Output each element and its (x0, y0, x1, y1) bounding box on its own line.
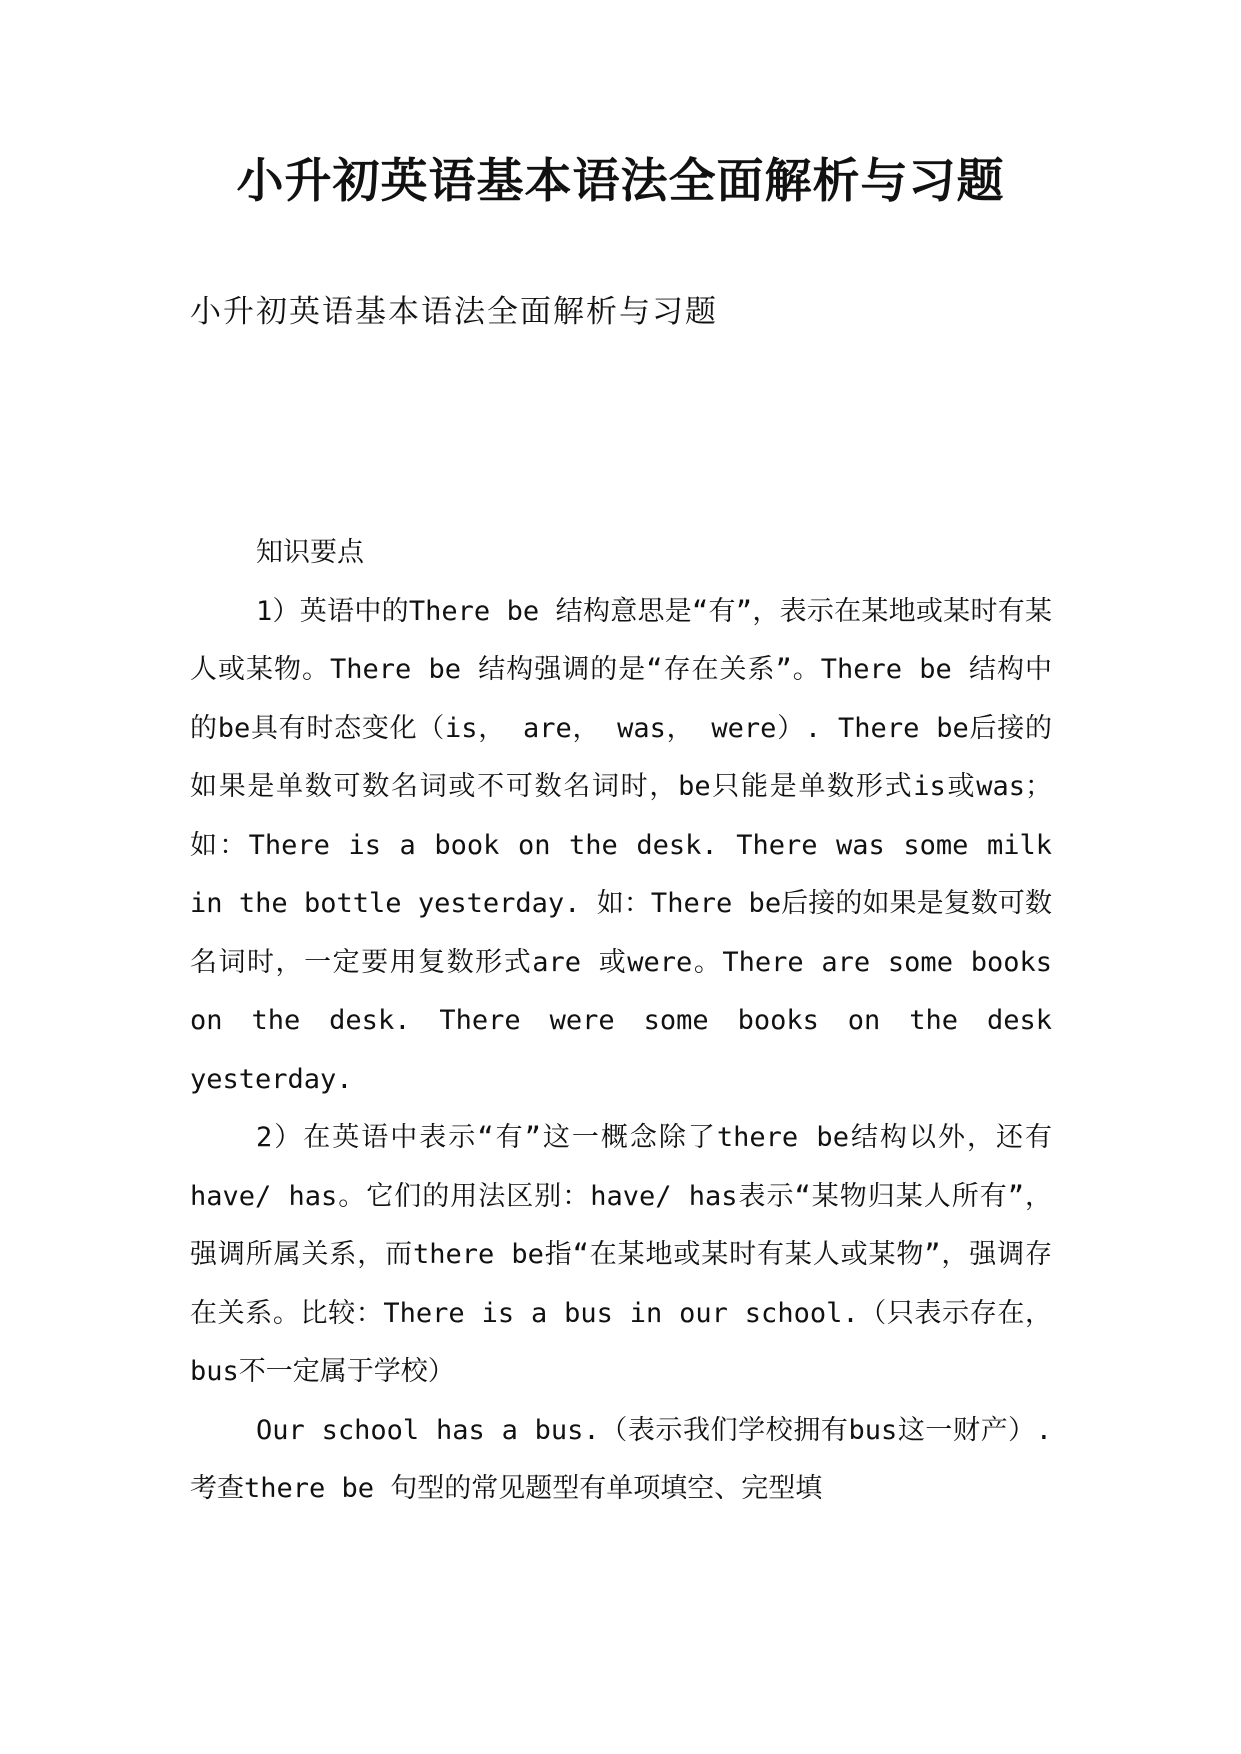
paragraph-2: 2）在英语中表示“有”这一概念除了there be结构以外，还有have/ has。它们的用法区别：have/ has表示“某物归某人所有”，强调所属关系，而there be指“在某地或某时有某人或某物”，强调存在关系。比较：There is a bus in our school.（只表示存在，bus不一定属于学校） (190, 1122, 1052, 1387)
document-body (190, 524, 1052, 1519)
paragraph-3: Our school has a bus.（表示我们学校拥有bus这一财产）.考查there be 句型的常见题型有单项填空、完型填 (190, 1414, 1052, 1504)
paragraph-1: 1）英语中的There be 结构意思是“有”，表示在某地或某时有某人或某物。There be 结构强调的是“存在关系”。There be 结构中的be具有时态变化（is， are， was， were）. There be后接的如果是单数可数名词或不可数名词时，be只能是单数形式is或was；如：There is a book on the desk. There was some milk in the bottle yesterday. 如：There be后接的如果是复数可数名词时，一定要用复数形式are 或were。There are some books on the desk. There were some books on the desk yesterday. (190, 595, 1052, 1095)
document-title: 小升初英语基本语法全面解析与习题 (236, 154, 1005, 209)
section-heading: 知识要点 (256, 537, 364, 568)
document-subtitle: 小升初英语基本语法全面解析与习题 (190, 294, 718, 330)
